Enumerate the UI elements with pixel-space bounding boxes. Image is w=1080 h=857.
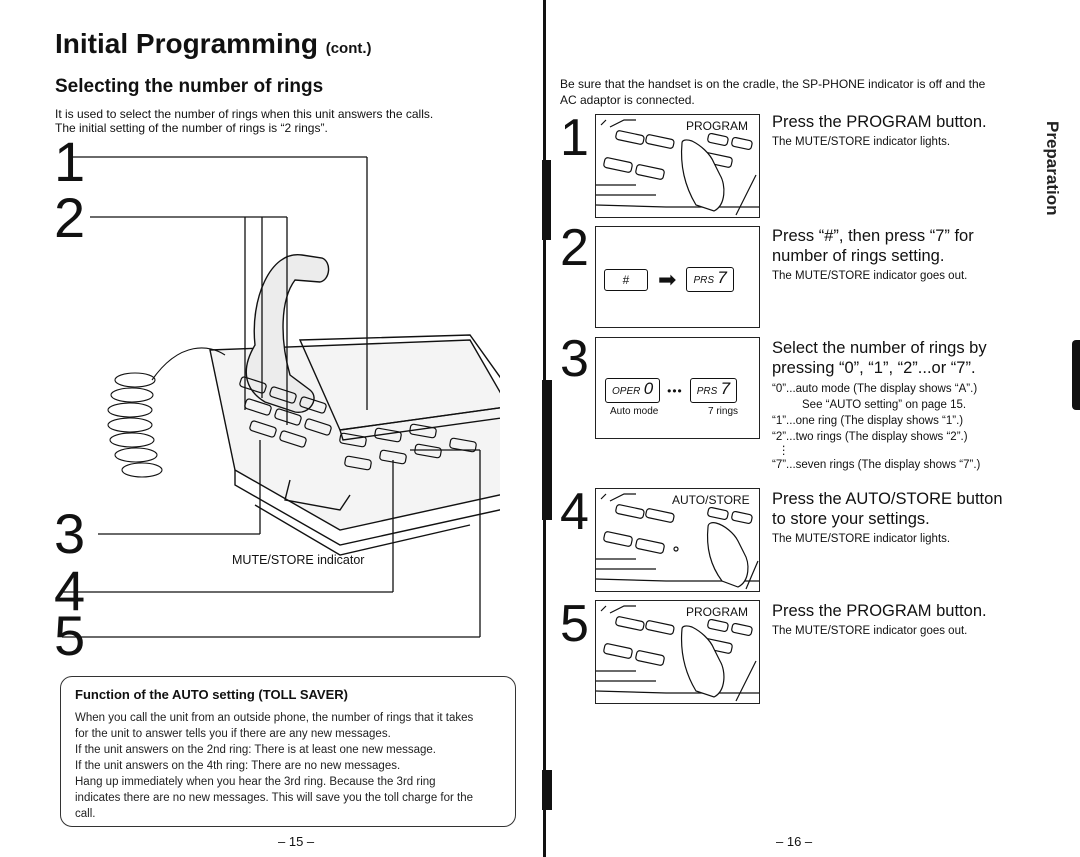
step-number-3: 3 [560, 330, 589, 388]
prs-7-key [690, 378, 737, 403]
step-3-option: “2”...two rings (The display shows “2”.) [772, 431, 968, 443]
step-4-text [772, 489, 1022, 547]
callout-5: 5 [54, 604, 86, 667]
prs-7-key-small: PRS [696, 386, 718, 397]
step-1-text [772, 112, 1012, 150]
prs-7-key [686, 267, 733, 292]
auto-setting-line: for the unit to answer tells you if there are any new messages. [75, 728, 391, 740]
step-3-option: “7”...seven rings (The display shows “7”.) [772, 459, 981, 471]
step-1-sub: The MUTE/STORE indicator lights. [772, 136, 951, 148]
prereq-line: Be sure that the handset is on the cradle, the SP-PHONE indicator is off and the [560, 77, 986, 91]
step-number-4: 4 [560, 483, 589, 541]
page-edge-mark [1072, 340, 1080, 410]
step-2-heading: number of rings setting. [772, 247, 945, 265]
intro-text [55, 107, 475, 135]
auto-setting-box [60, 676, 516, 827]
auto-setting-line: When you call the unit from an outside phone, the number of rings that it takes [75, 712, 474, 724]
step-4-heading: Press the AUTO/STORE button [772, 490, 1003, 508]
step-3-option: ⋮ [778, 445, 790, 457]
step-3-figure [595, 337, 760, 439]
callout-1: 1 [54, 130, 86, 193]
step-5-figure [595, 600, 760, 704]
oper-0-key [605, 378, 660, 403]
page-title [55, 28, 372, 60]
program-button-label: PROGRAM [686, 119, 749, 133]
auto-store-button-label: AUTO/STORE [672, 493, 750, 507]
intro-line: The initial setting of the number of rings is “2 rings”. [55, 121, 328, 135]
auto-mode-caption: Auto mode [610, 406, 659, 417]
prs-7-key-small: PRS [693, 275, 714, 286]
step-3-option: “1”...one ring (The display shows “1”.) [772, 415, 964, 427]
step-3-option: “0”...auto mode (The display shows “A”.) [772, 383, 978, 395]
step-3-heading: Select the number of rings by [772, 339, 987, 357]
step-4-heading: to store your settings. [772, 510, 930, 528]
step-3-option: See “AUTO setting” on page 15. [802, 399, 967, 411]
page-number-right: – 16 – [776, 834, 813, 849]
step-4-sub: The MUTE/STORE indicator lights. [772, 533, 951, 545]
oper-0-key-small: OPER [612, 386, 641, 397]
keypad-finger-illustration [596, 489, 759, 591]
step-number-5: 5 [560, 595, 589, 653]
callout-3: 3 [54, 502, 86, 565]
step-2-text [772, 226, 1022, 284]
keypad-finger-illustration [596, 601, 759, 703]
auto-setting-line: indicates there are no new messages. This will save you the toll charge for the [75, 792, 474, 804]
step-4-figure [595, 488, 760, 592]
auto-setting-title: Function of the AUTO setting (TOLL SAVER) [75, 687, 348, 702]
step-2-sub: The MUTE/STORE indicator goes out. [772, 270, 968, 282]
telephone-illustration [40, 140, 500, 670]
auto-setting-line: If the unit answers on the 4th ring: There are no new messages. [75, 760, 401, 772]
page-number-left: – 15 – [278, 834, 315, 849]
auto-setting-line: Hang up immediately when you hear the 3rd ring. Because the 3rd ring [75, 776, 436, 788]
hash-key [604, 269, 648, 291]
step-5-sub: The MUTE/STORE indicator goes out. [772, 625, 968, 637]
right-arrow-icon: ➡ [658, 266, 677, 292]
callout-4: 4 [54, 559, 86, 622]
mute-store-indicator-label: MUTE/STORE indicator [232, 553, 365, 567]
auto-setting-line: If the unit answers on the 2nd ring: There is at least one new message. [75, 744, 436, 756]
step-number-1: 1 [560, 109, 589, 167]
prs-7-key-big: 7 [720, 379, 731, 398]
oper-0-key-big: 0 [643, 379, 654, 398]
step-2-figure [595, 226, 760, 328]
step-3-text [772, 338, 1022, 473]
callout-2: 2 [54, 186, 86, 249]
step-2-heading: Press “#”, then press “7” for [772, 227, 974, 245]
prs-7-key-big: 7 [717, 268, 727, 287]
step-5-text [772, 601, 1022, 639]
auto-setting-line: call. [75, 808, 96, 820]
program-button-label: PROGRAM [686, 605, 749, 619]
page-spine [540, 0, 554, 857]
prereq-line: AC adaptor is connected. [560, 93, 695, 107]
step-3-heading: pressing “0”, “1”, “2”...or “7”. [772, 359, 976, 377]
seven-rings-caption: 7 rings [708, 406, 739, 417]
ellipsis-dots: ••• [667, 383, 683, 398]
hash-key-label: # [622, 272, 630, 287]
section-title: Selecting the number of rings [55, 76, 324, 97]
prerequisite-note [560, 76, 1010, 108]
step-1-heading: Press the PROGRAM button. [772, 113, 987, 131]
page-title-text: Initial Programming [55, 28, 318, 59]
step-5-heading: Press the PROGRAM button. [772, 602, 987, 620]
page-title-cont: (cont.) [325, 40, 372, 57]
step-1-figure [595, 114, 760, 218]
side-tab-preparation: Preparation [1043, 120, 1062, 216]
step-number-2: 2 [560, 219, 589, 277]
intro-line: It is used to select the number of rings when this unit answers the calls. [55, 107, 434, 121]
keypad-finger-illustration [596, 115, 759, 217]
